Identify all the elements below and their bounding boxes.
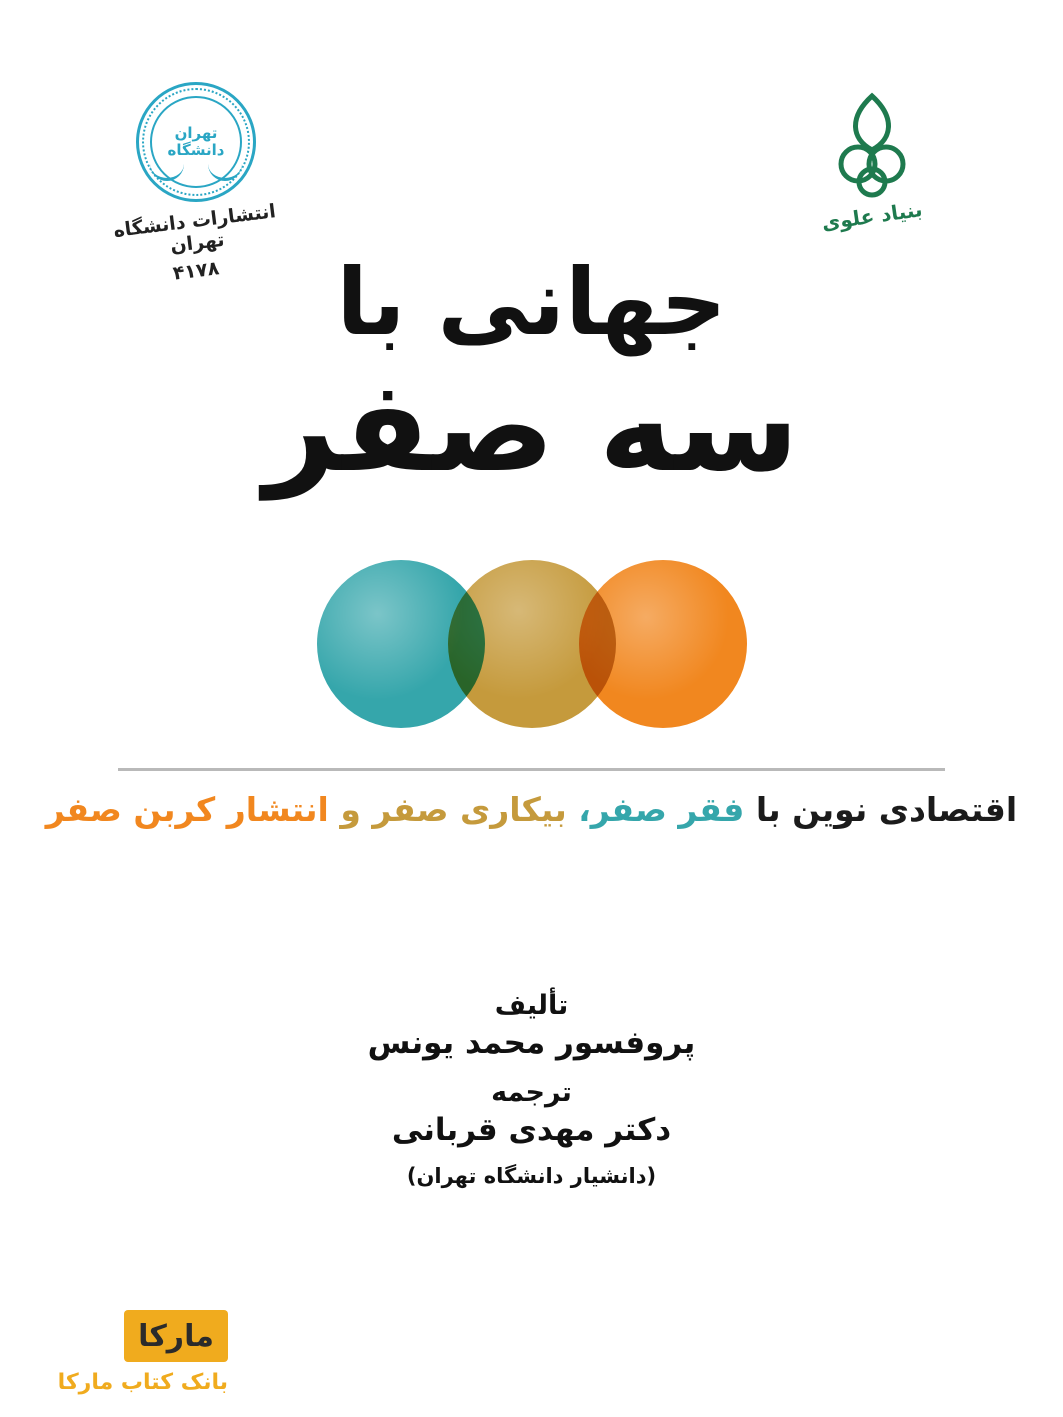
book-title <box>0 249 1063 500</box>
translator-affiliation: (دانشیار دانشگاه تهران) <box>406 1164 657 1188</box>
university-of-tehran-seal-icon <box>136 82 256 202</box>
alavi-foundation-logo-icon <box>826 90 918 198</box>
credits-block <box>0 990 1063 1188</box>
translator-name: دکتر مهدی قربانی <box>391 1112 672 1148</box>
publisher-alavi-name: بنیاد علوی <box>820 197 924 235</box>
author-role-label: تألیف <box>494 990 569 1021</box>
divider-rule <box>118 768 945 771</box>
publisher-alavi-block <box>777 90 967 235</box>
book-subtitle <box>0 790 1063 829</box>
subtitle-carbon: انتشار کربن صفر <box>45 790 329 829</box>
markabook-logo-icon: مارکا <box>124 1310 228 1362</box>
subtitle-prefix: اقتصادی نوین با <box>755 790 1018 829</box>
translator-role-label: ترجمه <box>491 1077 572 1108</box>
seal-text: تهران دانشگاه <box>167 123 225 159</box>
venn-diagram-graphic <box>0 560 1063 740</box>
title-line-1: جهانی با <box>336 249 727 356</box>
title-line-2: سه صفر <box>263 352 799 500</box>
publisher-series-number: ۴۱۷۸ <box>171 257 221 285</box>
seal-wings-icon <box>148 162 244 182</box>
publisher-name: انتشارات دانشگاه تهران <box>112 200 277 258</box>
subtitle-unemployment: بیکاری صفر و <box>340 790 567 829</box>
watermark-caption: بانک کتاب مارکا <box>57 1370 228 1395</box>
publisher-tehran-block <box>96 82 296 285</box>
watermark-block <box>18 1310 228 1395</box>
author-name: پروفسور محمد یونس <box>367 1025 696 1061</box>
subtitle-poverty: فقر صفر، <box>578 790 745 829</box>
venn-circle-carbon <box>579 560 747 728</box>
